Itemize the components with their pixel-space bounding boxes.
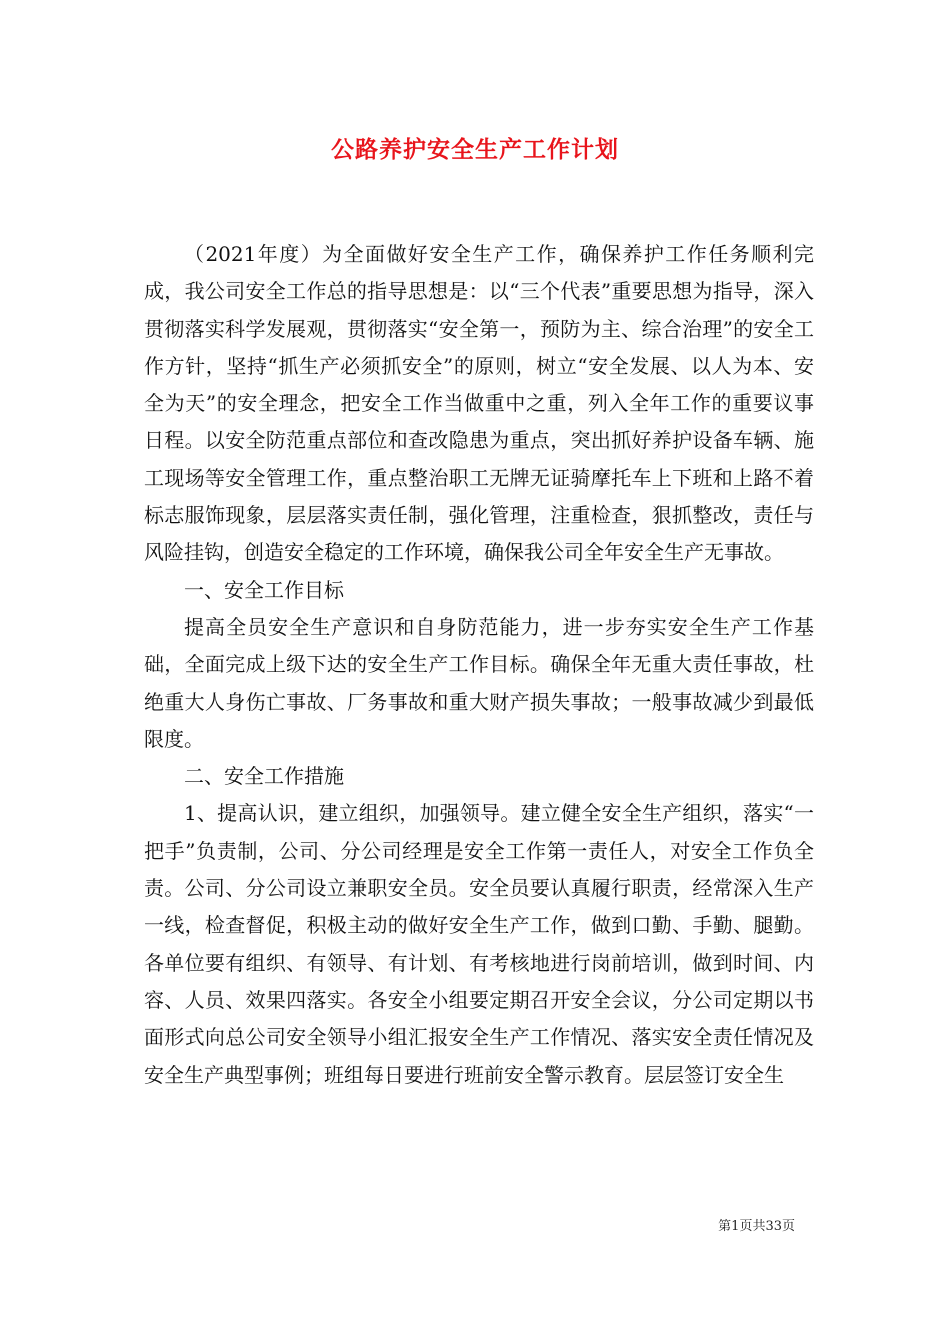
section-heading-measures: 二、安全工作措施 (184, 764, 344, 789)
page-number: 第1页共33页 (718, 1219, 795, 1234)
document-body (144, 236, 814, 1094)
measures-paragraph-1: 1、提高认识，建立组织，加强领导。建立健全安全生产组织，落实“一把手”负责制，公司、分公司经理是安全工作第一责任人，对安全工作负全责。公司、分公司设立兼职安全员。安全员要认真履行职责，经常深入生产一线，检查督促，积极主动的做好安全生产工作，做到口勤、手勤、腿勤。各单位要有组织、有领导、有计划、有考核地进行岗前培训，做到时间、内容、人员、效果四落实。各安全小组要定期召开安全会议，分公司定期以书面形式向总公司安全领导小组汇报安全生产工作情况、落实安全责任情况及安全生产典型事例；班组每日要进行班前安全警示教育。层层签订安全生 (144, 801, 814, 1087)
section-heading-goals: 一、安全工作目标 (184, 577, 344, 602)
page-title: 公路养护安全生产工作计划 (331, 136, 619, 163)
intro-paragraph: （2021年度）为全面做好安全生产工作，确保养护工作任务顺利完成，我公司安全工作总的指导思想是：以“三个代表”重要思想为指导，深入贯彻落实科学发展观，贯彻落实“安全第一，预防为主、综合治理”的安全工作方针，坚持“抓生产必须抓安全”的原则，树立“安全发展、以人为本、安全为天”的安全理念，把安全工作当做重中之重，列入全年工作的重要议事日程。以安全防范重点部位和查改隐患为重点，突出抓好养护设备车辆、施工现场等安全管理工作，重点整治职工无牌无证骑摩托车上下班和上路不着标志服饰现象，层层落实责任制，强化管理，注重检查，狠抓整改，责任与风险挂钩，创造安全稳定的工作环境，确保我公司全年安全生产无事故。 (144, 242, 814, 565)
goals-paragraph: 提高全员安全生产意识和自身防范能力，进一步夯实安全生产工作基础，全面完成上级下达的安全生产工作目标。确保全年无重大责任事故，杜绝重大人身伤亡事故、厂务事故和重大财产损失事故；一般事故减少到最低限度。 (144, 614, 814, 751)
